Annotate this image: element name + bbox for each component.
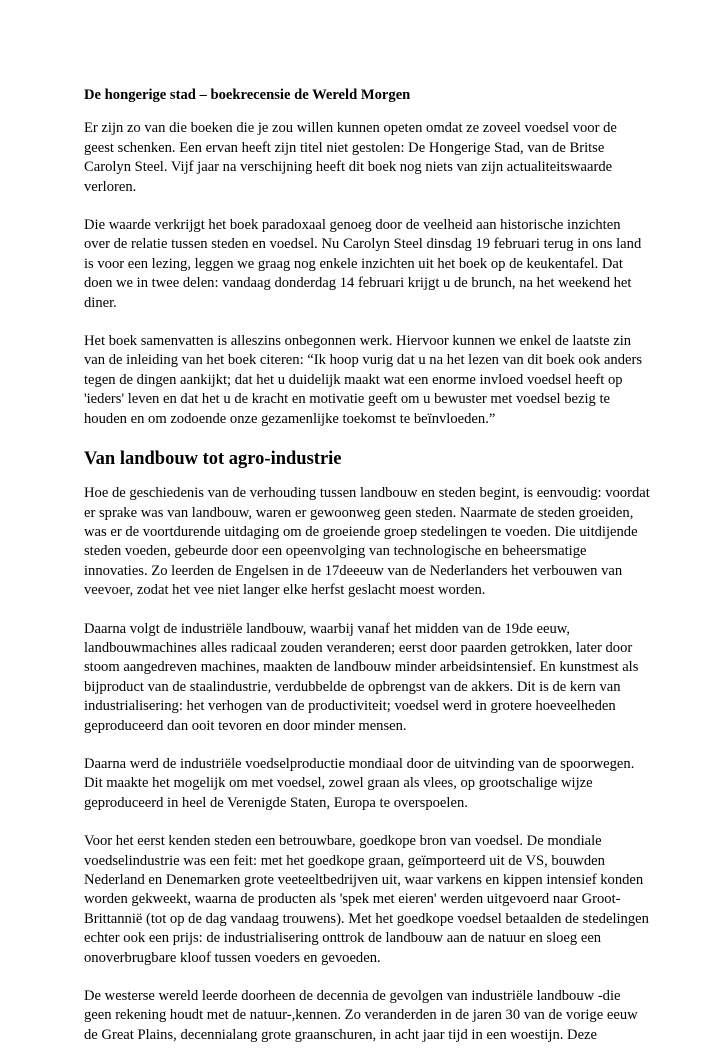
document-page — [84, 86, 650, 1064]
section-paragraph-2: Daarna volgt de industriële landbouw, waarbij vanaf het midden van de 19de eeuw, landbouwmachines alles radicaal zouden veranderen; eerst door paarden getrokken, later door stoom aangedreven machines, maakten de landbouw minder arbeidsintensief. En kunstmest als bijproduct van de staalindustrie, verdubbelde de opbrengst van de akkers. Dit is de kern van industrialisering: het verhogen van de productiviteit; voedsel werd in grotere hoeveelheden geproduceerd dan ooit tevoren en door minder mensen. — [84, 620, 639, 734]
section-paragraph-5: De westerse wereld leerde doorheen de decennia de gevolgen van industriële landbouw -die geen rekening houdt met de natuur-,kennen. Zo veranderden in de jaren 30 van de vorige eeuw de Great Plains, decennialang grote graanschuren, in acht jaar tijd in een woestijn. Deze — [84, 988, 638, 1043]
section-paragraph-3: Daarna werd de industriële voedselproductie mondiaal door de uitvinding van de spoorwegen. Dit maakte het mogelijk om met voedsel, zowel graan als vlees, op grootschalige wijze geproduceerd in heel de Verenigde Staten, Europa te overspoelen. — [84, 755, 635, 811]
intro-paragraph-1: Er zijn zo van die boeken die je zou willen kunnen opeten omdat ze zoveel voedsel voor de geest schenken. Een ervan heeft zijn titel niet gestolen: De Hongerige Stad, van de Britse Carolyn Steel. Vijf jaar na verschijning heeft dit boek nog niets van zijn actualiteitswaarde verloren. — [84, 120, 617, 195]
document-title: De hongerige stad – boekrecensie de Wereld Morgen — [84, 87, 411, 103]
section-paragraph-1: Hoe de geschiedenis van de verhouding tussen landbouw en steden begint, is eenvoudig: voordat er sprake was van landbouw, waren er gewoonweg geen steden. Naarmate de steden groeiden, was er de voortdurende uitdaging om de groeiende groep stedelingen te voeden. Die uitdijende steden voeden, gebeurde door een opeenvolging van technologische en beheersmatige innovaties. Zo leerden de Engelsen in de 17deeeuw van de Nederlanders het verbouwen van veevoer, zodat het vee niet langer elke herfst geslacht moest worden. — [84, 485, 650, 599]
intro-paragraph-2: Die waarde verkrijgt het boek paradoxaal genoeg door de veelheid aan historische inzichten over de relatie tussen steden en voedsel. Nu Carolyn Steel dinsdag 19 februari terug in ons land is voor een lezing, leggen we graag nog enkele inzichten uit het boek op de keukentafel. Dat doen we in twee delen: vandaag donderdag 14 februari krijgt u de brunch, na het weekend het diner. — [84, 217, 642, 311]
section-heading: Van landbouw tot agro-industrie — [84, 449, 342, 470]
section-paragraph-4: Voor het eerst kenden steden een betrouwbare, goedkope bron van voedsel. De mondiale voedselindustrie was een feit: met het goedkope graan, geïmporteerd uit de VS, bouwden Nederland en Denemarken grote veeteeltbedrijven uit, waar varkens en kippen intensief konden worden gekweekt, waarna de producten als 'spek met eieren' werden uitgevoerd naar Groot-Brittannië (tot op de dag vandaag trouwens). Met het goedkope voedsel betaalden de stedelingen echter ook een prijs: de industrialisering onttrok de landbouw aan de natuur en sloeg een onoverbrugbare kloof tussen voeders en gevoeden. — [84, 833, 649, 966]
intro-paragraph-3: Het boek samenvatten is alleszins onbegonnen werk. Hiervoor kunnen we enkel de laatste zin van de inleiding van het boek citeren: “Ik hoop vurig dat u na het lezen van dit boek ook anders tegen de dingen aankijkt; dat het u duidelijk maakt wat een enorme invloed voedsel heeft op 'ieders' leven en dat het u de kracht en motivatie geeft om u bewuster met voedsel bezig te houden en om zodoende onze gezamenlijke toekomst te beïnvloeden.” — [84, 333, 643, 427]
